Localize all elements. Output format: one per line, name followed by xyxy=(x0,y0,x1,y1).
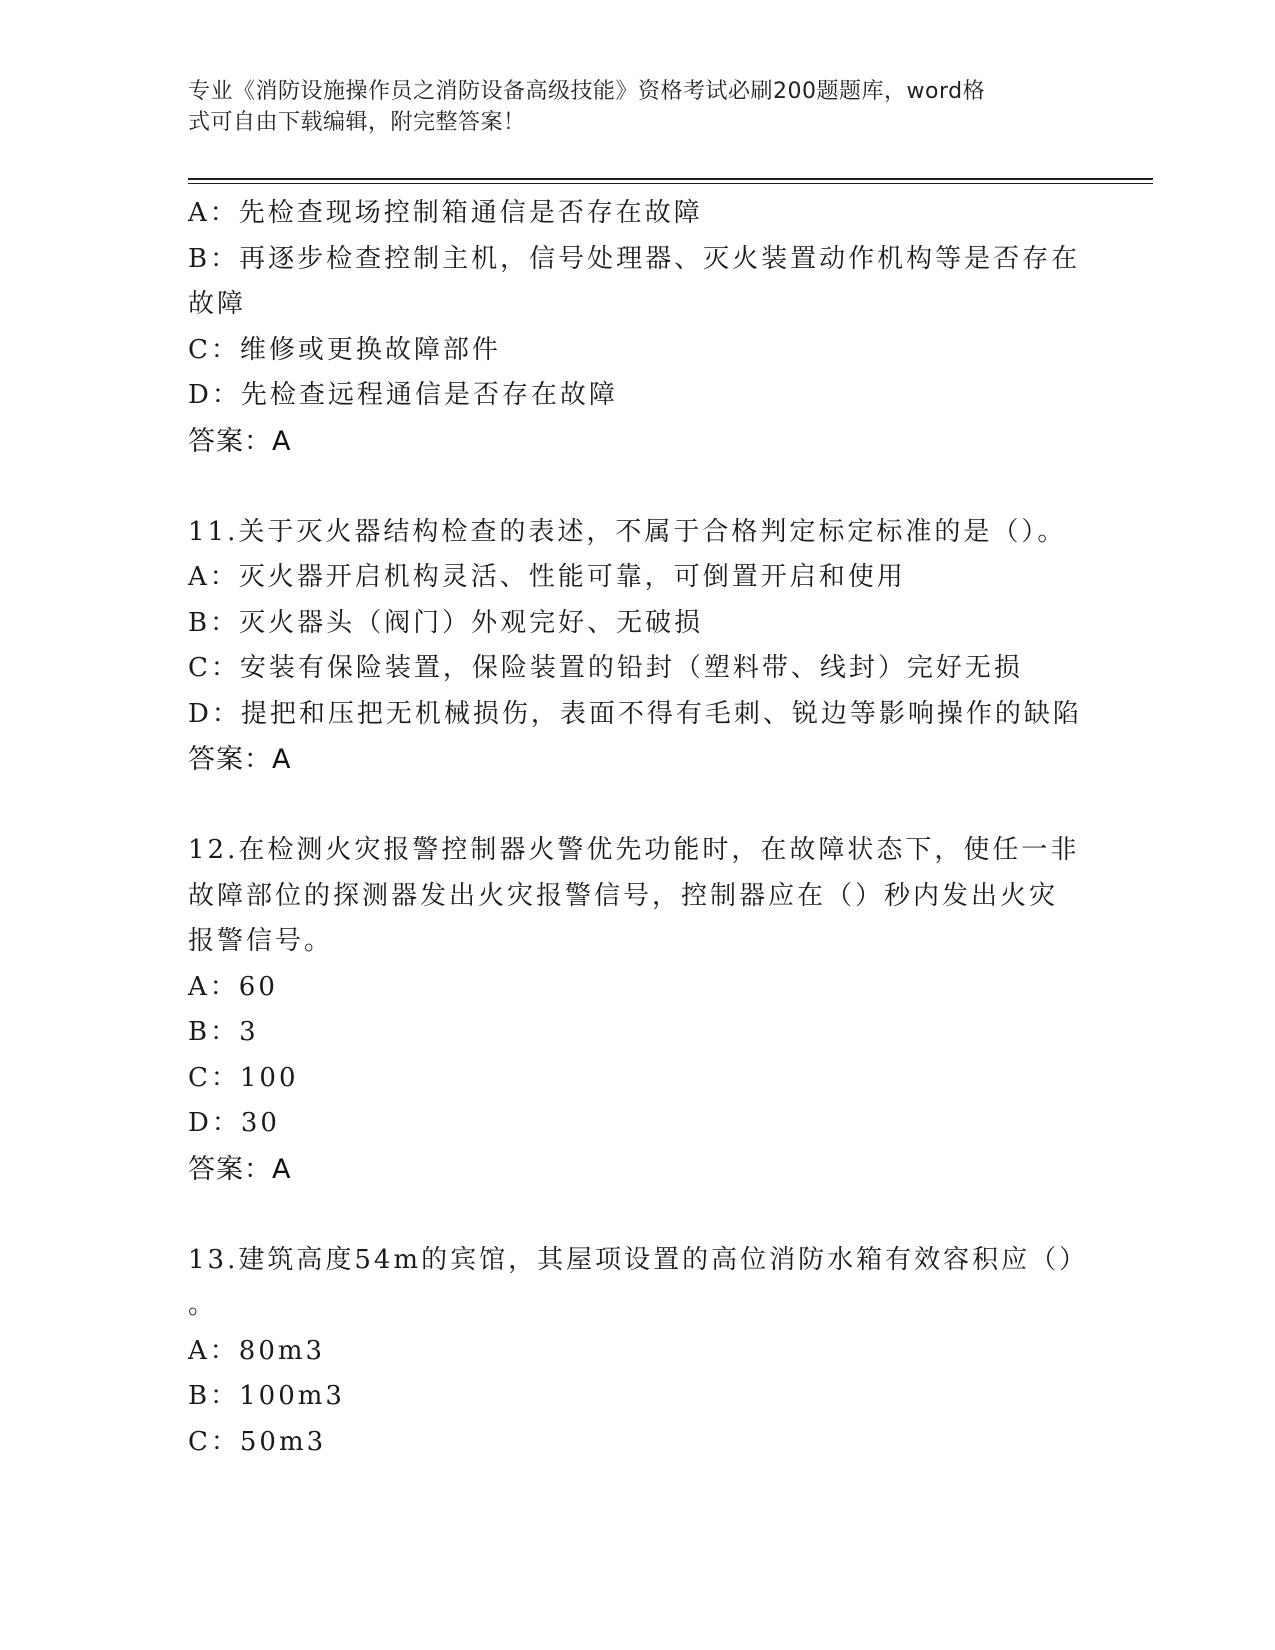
question-list xyxy=(188,191,1089,1465)
question-stem: 11.关于灭火器结构检查的表述，不属于合格判定标定标准的是（）。 xyxy=(188,516,1067,547)
option-a: A：80m3 xyxy=(188,1335,326,1366)
option-d: D：提把和压把无机械损伤，表面不得有毛刺、锐边等影响操作的缺陷 xyxy=(188,698,1082,729)
option-a: A：灭火器开启机构灵活、性能可靠，可倒置开启和使用 xyxy=(188,562,906,592)
answer: 答案：A xyxy=(188,744,292,775)
option-b: B：3 xyxy=(188,1017,259,1047)
header-line-1: 专业《消防设施操作员之消防设备高级技能》资格考试必刷200题题库，word格 xyxy=(188,79,986,104)
question-stem-line-3: 报警信号。 xyxy=(188,926,334,956)
header-divider-thin xyxy=(188,183,1153,184)
document-header xyxy=(188,76,1068,138)
option-b: B：灭火器头（阀门）外观完好、无破损 xyxy=(188,607,704,638)
question-10 xyxy=(188,191,1081,464)
question-stem-line-2: 故障部位的探测器发出火灾报警信号，控制器应在（）秒内发出火灾 xyxy=(188,880,1059,911)
header-line-2: 式可自由下载编辑，附完整答案！ xyxy=(188,110,526,135)
question-13 xyxy=(188,1238,1089,1466)
question-12 xyxy=(188,828,1078,1192)
question-stem-line-1: 12.在检测火灾报警控制器火警优先功能时，在故障状态下，使任一非 xyxy=(188,835,1080,865)
option-c: C：安装有保险装置，保险装置的铅封（塑料带、线封）完好无损 xyxy=(188,653,1023,683)
option-a: A：先检查现场控制箱通信是否存在故障 xyxy=(188,198,703,228)
option-b-line-2: 故障 xyxy=(188,289,247,319)
option-d: D：30 xyxy=(188,1108,280,1138)
spacer xyxy=(188,1192,1078,1238)
answer: 答案：A xyxy=(188,425,292,457)
option-b-line-1: B：再逐步检查控制主机，信号处理器、灭火装置动作机构等是否存在 xyxy=(188,243,1081,274)
option-b: B：100m3 xyxy=(188,1381,345,1411)
option-c: C：50m3 xyxy=(188,1426,327,1457)
option-c: C：100 xyxy=(188,1062,299,1093)
answer: 答案：A xyxy=(188,1153,292,1185)
question-stem-line-2: 。 xyxy=(188,1290,218,1320)
header-divider-thick xyxy=(188,178,1153,180)
question-stem-line-1: 13.建筑高度54m的宾馆，其屋项设置的高位消防水箱有效容积应（） xyxy=(188,1244,1089,1275)
option-d: D：先检查远程通信是否存在故障 xyxy=(188,380,618,410)
option-c: C：维修或更换故障部件 xyxy=(188,334,501,365)
spacer xyxy=(188,464,1078,510)
question-11 xyxy=(188,510,1082,783)
spacer xyxy=(188,783,1078,829)
option-a: A：60 xyxy=(188,971,278,1002)
